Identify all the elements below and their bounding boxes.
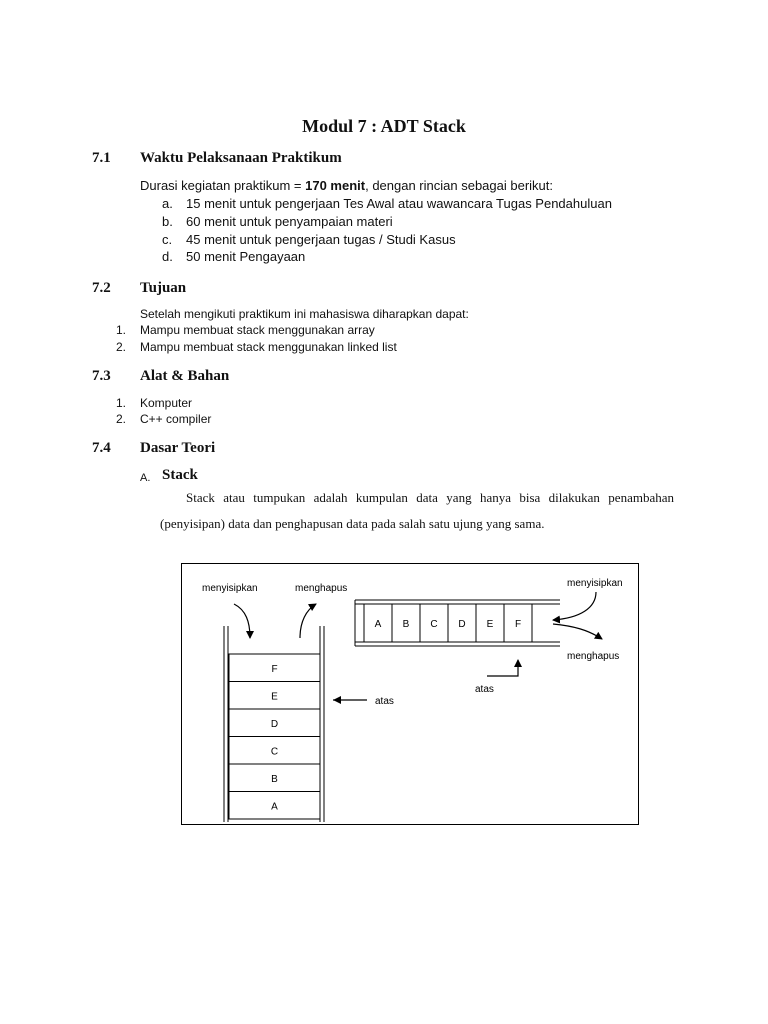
horizontal-top-label: atas xyxy=(475,684,494,695)
list-marker: 1. xyxy=(116,323,127,337)
vertical-stack-cell-label: A xyxy=(271,801,278,813)
section-number: 7.2 xyxy=(92,280,111,296)
horizontal-top-arrow xyxy=(487,660,518,676)
section-number: 7.3 xyxy=(92,368,111,384)
horizontal-delete-label: menghapus xyxy=(567,651,620,662)
section-intro: Setelah mengikuti praktikum ini mahasiswa diharapkan dapat: xyxy=(140,307,469,321)
list-marker: d. xyxy=(162,249,173,264)
list-marker: c. xyxy=(162,232,173,247)
list-item: 15 menit untuk pengerjaan Tes Awal atau wawancara Tugas Pendahuluan xyxy=(186,196,612,211)
vertical-stack-cell-label: B xyxy=(271,773,278,785)
vertical-top-arrowhead xyxy=(333,696,341,704)
vertical-insert-label: menyisipkan xyxy=(202,583,258,594)
horizontal-stack-cell-label: F xyxy=(514,619,522,630)
vertical-insert-arrow xyxy=(234,604,250,638)
page-title: Modul 7 : ADT Stack xyxy=(302,116,466,136)
vertical-stack-cell-label: E xyxy=(271,691,278,703)
stack-definition-paragraph: Stack atau tumpukan adalah kumpulan data yang hanya bisa dilakukan penambahan (penyisipan) data dan penghapusan data pada salah satu ujung yang sama. xyxy=(160,490,674,531)
list-marker: 2. xyxy=(116,412,127,426)
list-item: Mampu membuat stack menggunakan array xyxy=(140,323,375,337)
horizontal-insert-label: menyisipkan xyxy=(567,578,623,589)
horizontal-delete-arrow xyxy=(553,624,602,639)
section-title: Alat & Bahan xyxy=(140,368,230,384)
subsection-title: Stack xyxy=(162,467,198,483)
section-title: Waktu Pelaksanaan Praktikum xyxy=(140,150,342,166)
horizontal-stack-cell-label: A xyxy=(374,619,382,630)
horizontal-stack-cell-label: D xyxy=(458,619,466,630)
horizontal-stack-cells xyxy=(364,604,532,642)
section-number: 7.1 xyxy=(92,150,111,166)
intro-bold: 170 menit xyxy=(305,178,366,193)
list-item: C++ compiler xyxy=(140,412,212,426)
vertical-stack-cells xyxy=(229,654,320,819)
list-item: Mampu membuat stack menggunakan linked list xyxy=(140,340,397,354)
section-intro xyxy=(140,178,553,193)
list-item: 50 menit Pengayaan xyxy=(186,249,306,264)
horizontal-stack-cell-label: C xyxy=(430,619,438,630)
vertical-delete-label: menghapus xyxy=(295,583,348,594)
list-item: 60 menit untuk penyampaian materi xyxy=(186,214,393,229)
list-item: Komputer xyxy=(140,396,193,410)
intro-text: , dengan rincian sebagai berikut: xyxy=(365,178,553,193)
vertical-stack-cell-label: F xyxy=(271,663,278,675)
vertical-top-label: atas xyxy=(375,696,394,707)
list-item: 45 menit untuk pengerjaan tugas / Studi Kasus xyxy=(186,232,456,247)
list-marker: b. xyxy=(162,214,173,229)
vertical-stack-cell-label: C xyxy=(270,746,279,758)
section-number: 7.4 xyxy=(92,440,111,456)
vertical-stack-cell-label: D xyxy=(270,718,279,730)
section-title: Tujuan xyxy=(140,280,187,296)
horizontal-stack-cell-label: B xyxy=(402,619,410,630)
intro-text: Durasi kegiatan praktikum = xyxy=(140,178,306,193)
list-marker: 1. xyxy=(116,396,127,410)
subsection-marker: A. xyxy=(140,472,151,484)
horizontal-insert-arrow xyxy=(553,592,596,620)
list-marker: 2. xyxy=(116,340,127,354)
stack-diagram-figure xyxy=(181,563,639,825)
list-marker: a. xyxy=(162,196,173,211)
vertical-delete-arrow xyxy=(300,604,316,638)
stack-diagram xyxy=(182,564,638,824)
horizontal-stack-cell-label: E xyxy=(486,619,494,630)
section-title: Dasar Teori xyxy=(140,440,216,456)
